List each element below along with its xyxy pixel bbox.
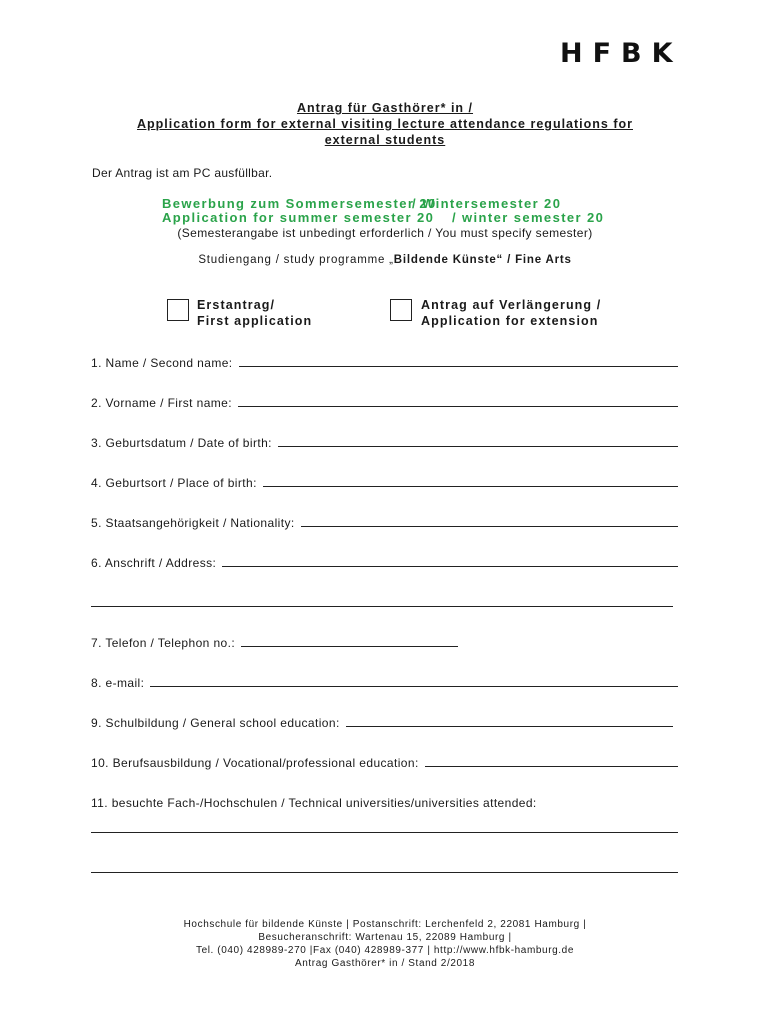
telephone-input-line[interactable] [241,643,458,647]
first-application-label-de: Erstantrag/ [197,298,276,312]
field-nationality [91,514,678,530]
extension-label [421,297,601,329]
place-of-birth-input-line[interactable] [263,483,678,487]
pc-fillable-note: Der Antrag ist am PC ausfüllbar. [92,166,273,180]
study-programme [100,254,670,266]
programme-prefix: Studiengang / study programme „ [198,254,394,266]
field-first-name [91,394,678,410]
programme-name: Bildende Künste“ / Fine Arts [393,254,572,266]
field-telephone [91,634,458,650]
place-of-birth-label: 4. Geburtsort / Place of birth: [91,476,257,490]
email-label: 8. e-mail: [91,676,145,690]
title-line-en: Application form for external visiting lecture attendance regulations for [137,117,633,131]
footer-address: Hochschule für bildende Künste | Postanschrift: Lerchenfeld 2, 22081 Hamburg | [183,919,587,930]
title-line-de: Antrag für Gasthörer* in / [296,101,474,115]
field-vocational-education [91,754,678,770]
nationality-input-line[interactable] [301,523,678,527]
field-school-education [91,714,673,730]
form-title [100,100,670,148]
field-email [91,674,678,690]
field-place-of-birth [91,474,678,490]
telephone-label: 7. Telefon / Telephon no.: [91,636,236,650]
footer-form-version: Antrag Gasthörer* in / Stand 2/2018 [295,958,475,969]
universities-label: 11. besuchte Fach-/Hochschulen / Technical universities/universities attended: [91,796,537,810]
winter-semester-de: / Wintersemester 20 [412,196,562,211]
summer-semester-de: Bewerbung zum Sommersemester 20 [162,196,437,211]
footer-visitor-address: Besucheranschrift: Wartenau 15, 22089 Hamburg | [258,932,512,943]
extension-label-en: Application for extension [421,314,599,328]
first-name-label: 2. Vorname / First name: [91,396,232,410]
footer-contact: Tel. (040) 428989-270 |Fax (040) 428989-377 | http://www.hfbk-hamburg.de [195,945,575,956]
title-line-en-cont: external students [324,133,446,147]
field-universities [91,794,678,810]
address-input-line[interactable] [222,563,678,567]
hfbk-logo: HFBK [560,38,683,69]
school-education-label: 9. Schulbildung / General school education: [91,716,340,730]
universities-input-line-2[interactable] [91,872,678,873]
first-application-checkbox[interactable] [167,299,189,321]
field-name [91,354,678,370]
field-date-of-birth [91,434,678,450]
address-label: 6. Anschrift / Address: [91,556,217,570]
first-name-input-line[interactable] [238,403,678,407]
nationality-label: 5. Staatsangehörigkeit / Nationality: [91,516,295,530]
extension-label-de: Antrag auf Verlängerung / [421,298,602,312]
semester-required-note: (Semesterangabe ist unbedingt erforderlich / You must specify semester) [177,226,593,240]
summer-semester-en: Application for summer semester 20 [162,210,435,225]
address-input-line-2[interactable] [91,606,673,607]
field-address [91,554,678,570]
name-input-line[interactable] [239,363,678,367]
vocational-education-input-line[interactable] [425,763,678,767]
winter-semester-en: / winter semester 20 [452,210,605,225]
first-application-label-en: First application [197,314,313,328]
first-application-label [197,297,312,329]
school-education-input-line[interactable] [346,723,673,727]
date-of-birth-input-line[interactable] [278,443,678,447]
universities-input-line-1[interactable] [91,832,678,833]
vocational-education-label: 10. Berufsausbildung / Vocational/professional education: [91,756,419,770]
date-of-birth-label: 3. Geburtsdatum / Date of birth: [91,436,272,450]
extension-checkbox[interactable] [390,299,412,321]
email-input-line[interactable] [150,683,678,687]
footer [100,918,670,970]
name-label: 1. Name / Second name: [91,356,233,370]
